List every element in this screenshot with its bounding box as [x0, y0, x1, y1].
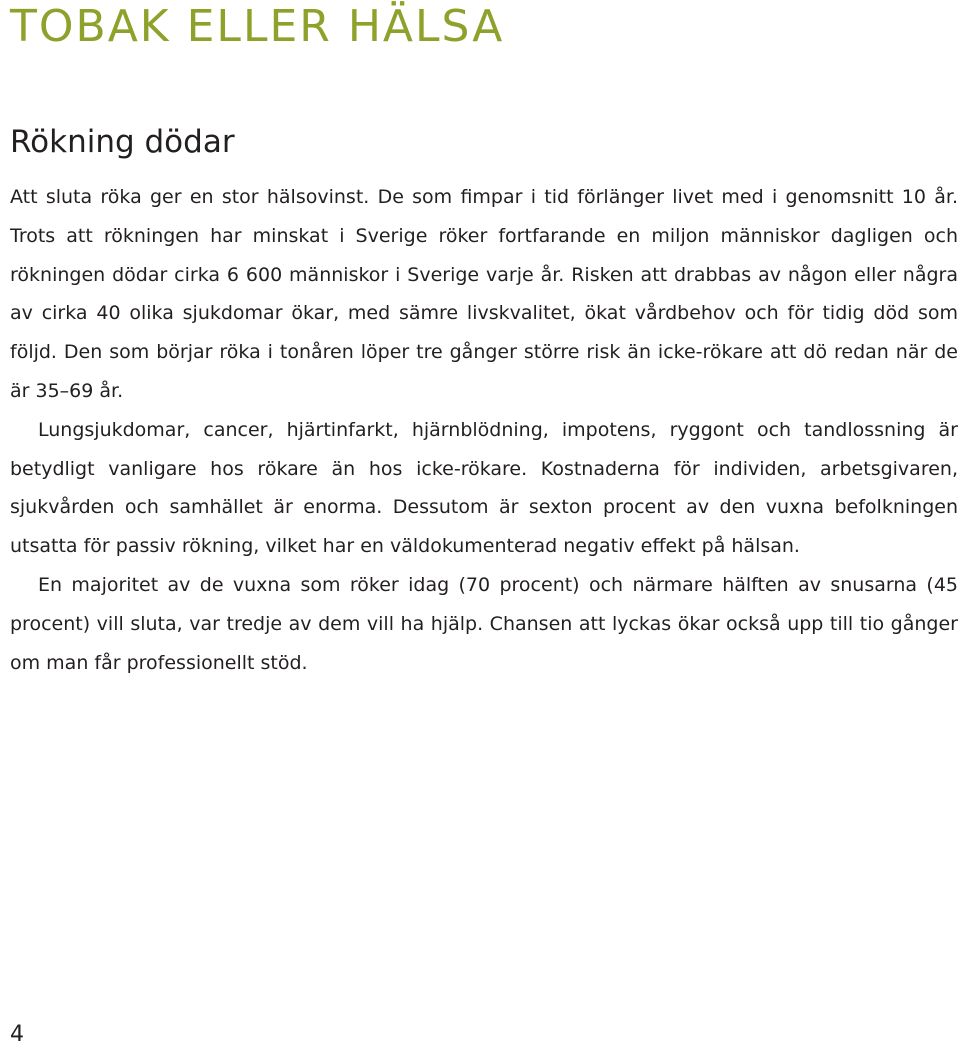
article — [10, 120, 958, 682]
article-heading: Rökning dödar — [10, 124, 235, 160]
paragraph-diseases: Lungsjukdomar, cancer, hjärtinfarkt, hjärnblödning, impotens, ryggont och tandlossning är betydligt vanligare hos rökare än hos icke-rökare. Kostnaderna för individen, arbetsgivaren, sjukvården och samhället är enorma. Dessutom är sexton procent av den vuxna befolkningen utsatta för passiv rökning, vilket har en väldokumenterad negativ effekt på hälsan. — [10, 418, 958, 558]
paragraph-quitting: En majoritet av de vuxna som röker idag (70 procent) och närmare hälften av snusarna (45 procent) vill sluta, var tredje av dem vill ha hjälp. Chansen att lyckas ökar också upp till tio gånger om man får professionellt stöd. — [10, 573, 958, 674]
page-number: 4 — [10, 1022, 24, 1047]
section-title: TOBAK ELLER HÄLSA — [10, 1, 505, 52]
paragraph-intro: Att sluta röka ger en stor hälsovinst. De som fimpar i tid förlänger livet med i genomsnitt 10 år. Trots att rökningen har minskat i Sverige röker fortfarande en miljon människor dagligen och rökningen dödar cirka 6 600 människor i Sverige varje år. Risken att drabbas av någon eller några av cirka 40 olika sjukdomar ökar, med sämre livskvalitet, ökat vårdbehov och för tidig död som följd. Den som börjar röka i tonåren löper tre gånger större risk än icke-rökare att dö redan när de är 35–69 år. — [10, 186, 958, 402]
